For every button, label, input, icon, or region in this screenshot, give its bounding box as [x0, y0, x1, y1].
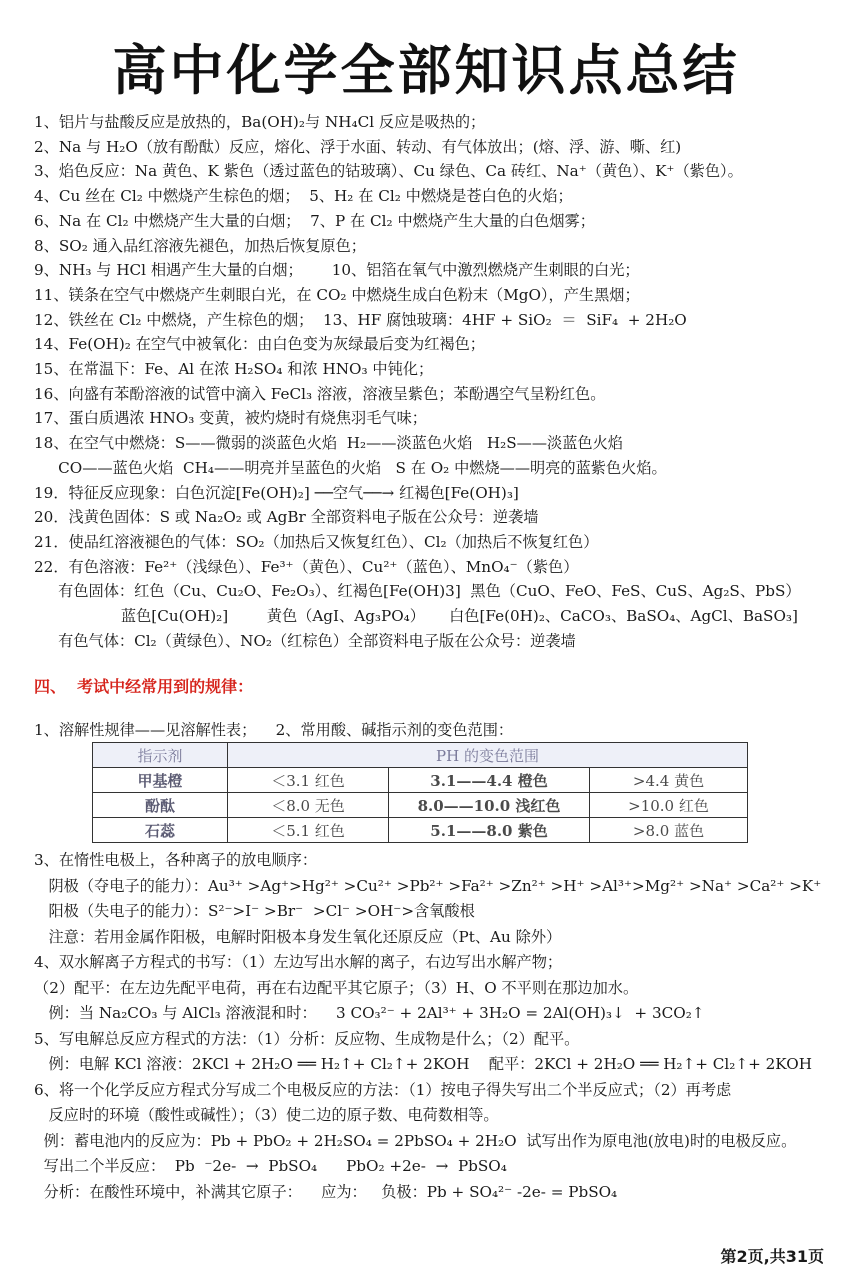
text-line: 1、溶解性规律——见溶解性表； 2、常用酸、碱指示剂的变色范围：: [34, 721, 514, 739]
text-line: 15、在常温下：Fe、Al 在浓 H₂SO₄ 和浓 HNO₃ 中钝化；: [34, 360, 434, 378]
text-line: 阴极（夺电子的能力）：Au³⁺ >Ag⁺>Hg²⁺ >Cu²⁺ >Pb²⁺ >Fa²⁺ >Zn²⁺ >H⁺ >Al³⁺>Mg²⁺ >Na⁺ >Ca²⁺ >K⁺: [34, 876, 822, 895]
text-line: 9、NH₃ 与 HCl 相遇产生大量的白烟； 10、铝箔在氧气中激烈燃烧产生刺眼的白光；: [34, 261, 640, 280]
table-cell: 甲基橙: [93, 768, 228, 793]
text-line: （2）配平：在左边先配平电荷，再在右边配平其它原子；（3）H、O 不平则在那边加水。: [34, 978, 639, 997]
table-cell: ＜3.1 红色: [228, 768, 389, 793]
table-cell: >4.4 黄色: [590, 768, 748, 793]
text-line: 1、铝片与盐酸反应是放热的，Ba(OH)₂与 NH₄Cl 反应是吸热的；: [34, 113, 486, 131]
text-line: 反应时的环境（酸性或碱性）；（3）使二边的原子数、电荷数相等。: [34, 1106, 499, 1124]
table-cell: 酚酞: [93, 793, 228, 818]
text-line: 5、写电解总反应方程式的方法：（1）分析：反应物、生成物是什么；（2）配平。: [34, 1029, 580, 1048]
text-line: 2、Na 与 H₂O（放有酚酞）反应，熔化、浮于水面、转动、有气体放出；(熔、浮、游、嘶、红): [34, 137, 682, 156]
table-row: [93, 793, 748, 818]
text-line: 19．特征反应现象：白色沉淀[Fe(OH)₂] ──空气──→ 红褐色[Fe(OH)₃]: [34, 483, 519, 502]
text-line: 注意：若用金属作阳极，电解时阳极本身发生氧化还原反应（Pt、Au 除外）: [34, 927, 562, 946]
text-line: 例：电解 KCl 溶液：2KCl + 2H₂O ══ H₂↑+ Cl₂↑+ 2KOH 配平：2KCl + 2H₂O ══ H₂↑+ Cl₂↑+ 2KOH: [34, 1055, 812, 1073]
text-line: CO——蓝色火焰 CH₄——明亮并呈蓝色的火焰 S 在 O₂ 中燃烧——明亮的蓝紫色火焰。: [34, 458, 667, 477]
text-line: 6、Na 在 Cl₂ 中燃烧产生大量的白烟； 7、P 在 Cl₂ 中燃烧产生大量的白色烟雾；: [34, 211, 595, 230]
text-line: 3、在惰性电极上，各种离子的放电顺序：: [34, 851, 318, 869]
text-line: 14、Fe(OH)₂ 在空气中被氧化：由白色变为灰绿最后变为红褐色；: [34, 335, 485, 354]
text-line: 20．浅黄色固体：S 或 Na₂O₂ 或 AgBr 全部资料电子版在公众号：逆袭墙: [34, 508, 539, 527]
table-header-row: [93, 743, 748, 768]
text-line: 例：蓄电池内的反应为：Pb + PbO₂ + 2H₂SO₄ = 2PbSO₄ + 2H₂O 试写出作为原电池(放电)时的电极反应。: [34, 1131, 797, 1150]
text-line: 有色固体：红色（Cu、Cu₂O、Fe₂O₃）、红褐色[Fe(OH)3] 黑色（CuO、FeO、FeS、CuS、Ag₂S、PbS）: [34, 582, 801, 601]
text-line: 6、将一个化学反应方程式分写成二个电极反应的方法：（1）按电子得失写出二个半反应式；（2）再考虑: [34, 1080, 732, 1099]
table-cell: 5.1——8.0 紫色: [389, 818, 590, 843]
text-line: 12、铁丝在 Cl₂ 中燃烧，产生棕色的烟； 13、HF 腐蚀玻璃：4HF + SiO₂ ＝ SiF₄ + 2H₂O: [34, 310, 687, 329]
table-header-cell: PH 的变色范围: [228, 743, 748, 768]
text-line: 有色气体：Cl₂（黄绿色）、NO₂（红棕色）全部资料电子版在公众号：逆袭墙: [34, 631, 576, 650]
text-line: 4、双水解离子方程式的书写：（1）左边写出水解的离子，右边写出水解产物；: [34, 953, 563, 971]
text-line: 写出二个半反应： Pb ⁻2e- → PbSO₄ PbO₂ +2e- → PbSO₄: [34, 1157, 507, 1175]
text-line: 21．使品红溶液褪色的气体：SO₂（加热后又恢复红色）、Cl₂（加热后不恢复红色）: [34, 532, 599, 551]
table-cell: 石蕊: [93, 818, 228, 843]
text-line: 17、蛋白质遇浓 HNO₃ 变黄，被灼烧时有烧焦羽毛气味；: [34, 409, 427, 428]
text-line: 11、镁条在空气中燃烧产生刺眼白光，在 CO₂ 中燃烧生成白色粉末（MgO），产生黑烟；: [34, 285, 640, 304]
indicator-table: [92, 742, 748, 843]
text-line: 3、焰色反应：Na 黄色、K 紫色（透过蓝色的钴玻璃）、Cu 绿色、Ca 砖红、Na⁺（黄色）、K⁺（紫色）。: [34, 162, 743, 181]
table-cell: ＜8.0 无色: [228, 793, 389, 818]
text-line: 18、在空气中燃烧：S——微弱的淡蓝色火焰 H₂——淡蓝色火焰 H₂S——淡蓝色火焰: [34, 434, 623, 453]
table-cell: 8.0——10.0 浅红色: [389, 793, 590, 818]
table-row: [93, 768, 748, 793]
text-line: 16、向盛有苯酚溶液的试管中滴入 FeCl₃ 溶液，溶液呈紫色；苯酚遇空气呈粉红色。: [34, 384, 606, 403]
page-title: 高中化学全部知识点总结: [112, 39, 740, 102]
table-cell: >10.0 红色: [590, 793, 748, 818]
text-line: 22．有色溶液：Fe²⁺（浅绿色）、Fe³⁺（黄色）、Cu²⁺（蓝色）、MnO₄⁻（紫色）: [34, 557, 579, 576]
section-heading: 四、 考试中经常用到的规律：: [34, 677, 254, 696]
page-number: 第2页,共31页: [720, 1247, 824, 1266]
text-line: 蓝色[Cu(OH)₂] 黄色（AgI、Ag₃PO₄） 白色[Fe(0H)₂、CaCO₃、BaSO₄、AgCl、BaSO₃]: [34, 607, 798, 625]
table-cell: >8.0 蓝色: [590, 818, 748, 843]
table-header-cell: 指示剂: [93, 743, 228, 768]
text-line: 4、Cu 丝在 Cl₂ 中燃烧产生棕色的烟； 5、H₂ 在 Cl₂ 中燃烧是苍白色的火焰；: [34, 187, 573, 206]
text-line: 分析：在酸性环境中，补满其它原子： 应为： 负极：Pb + SO₄²⁻ -2e- = PbSO₄: [34, 1182, 618, 1201]
table-row: [93, 818, 748, 843]
table-cell: ＜5.1 红色: [228, 818, 389, 843]
text-line: 阳极（失电子的能力）：S²⁻>I⁻ >Br⁻ >Cl⁻ >OH⁻>含氧酸根: [34, 902, 475, 920]
text-line: 8、SO₂ 通入品红溶液先褪色，加热后恢复原色；: [34, 236, 366, 255]
text-line: 例：当 Na₂CO₃ 与 AlCl₃ 溶液混和时： 3 CO₃²⁻ + 2Al³⁺ + 3H₂O = 2Al(OH)₃↓ + 3CO₂↑: [34, 1004, 705, 1022]
table-cell: 3.1——4.4 橙色: [389, 768, 590, 793]
